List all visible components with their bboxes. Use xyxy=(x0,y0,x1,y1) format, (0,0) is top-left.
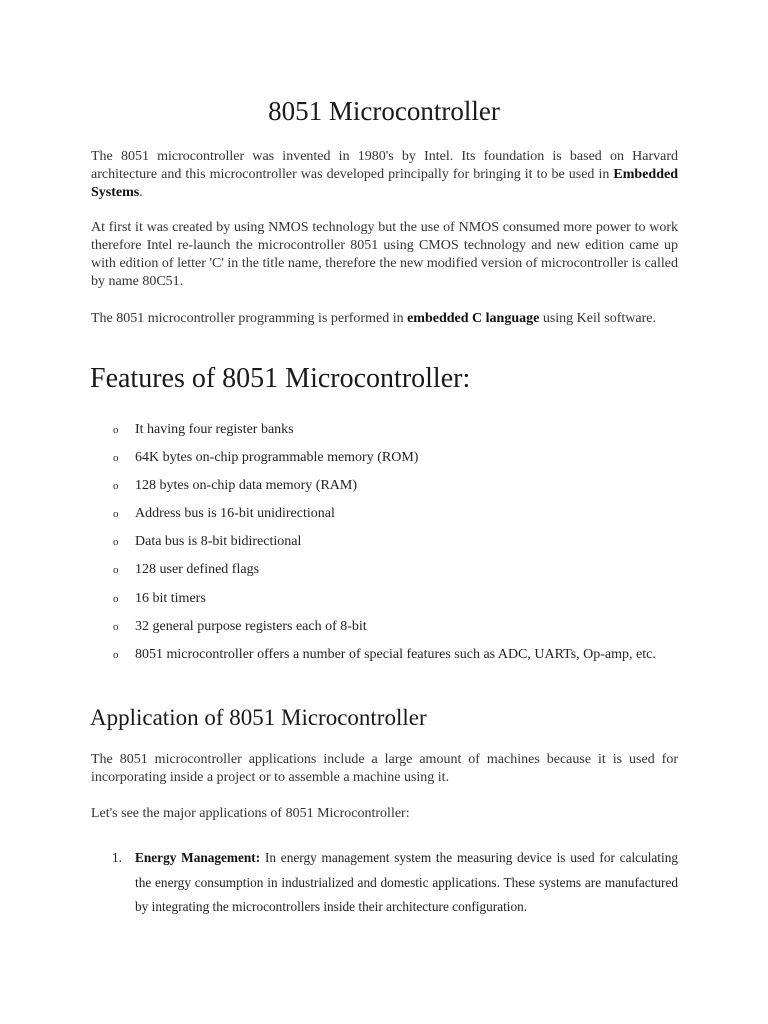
list-item xyxy=(113,474,679,499)
intro-p3-text: The 8051 microcontroller programming is performed in xyxy=(91,311,408,326)
intro-p3-end: using Keil software. xyxy=(539,311,656,326)
bullet-icon: o xyxy=(113,620,119,633)
list-item xyxy=(113,446,679,471)
feature-text: 32 general purpose registers each of 8-bit xyxy=(135,618,367,634)
feature-text: 128 user defined flags xyxy=(135,562,260,578)
intro-paragraph-1 xyxy=(91,148,678,202)
feature-text: Address bus is 16-bit unidirectional xyxy=(135,506,335,522)
applications-list xyxy=(112,846,678,920)
page-title: 8051 Microcontroller xyxy=(268,96,500,126)
list-item xyxy=(113,615,679,640)
intro-p1-bold: Embedded Systems xyxy=(91,167,678,200)
intro-p1-text: The 8051 microcontroller was invented in 1980's by Intel. Its foundation is based on Harvard architecture and this microcontroller was developed principally for bringing it to be used in xyxy=(91,149,678,182)
features-heading: Features of 8051 Microcontroller: xyxy=(90,363,471,394)
intro-paragraph-3 xyxy=(91,310,678,328)
applications-paragraph-2: Let's see the major applications of 8051 Microcontroller: xyxy=(91,806,410,821)
bullet-icon: o xyxy=(113,424,119,436)
list-item xyxy=(113,643,679,668)
bullet-icon: o xyxy=(113,592,119,605)
feature-text: 64K bytes on-chip programmable memory (ROM) xyxy=(135,450,419,466)
feature-text: 8051 microcontroller offers a number of special features such as ADC, UARTs, Op-amp, etc. xyxy=(135,646,656,662)
application-text: In energy management system the measuring device is used for calculating the energy consumption in industrialized and domestic applications. These systems are manufactured by integrating the microcontrollers inside their architecture configuration. xyxy=(135,850,678,914)
bullet-icon: o xyxy=(113,536,119,549)
list-item xyxy=(113,502,679,527)
features-list xyxy=(113,418,679,671)
list-item xyxy=(113,418,679,443)
feature-text: Data bus is 8-bit bidirectional xyxy=(135,534,302,550)
applications-paragraph-1: The 8051 microcontroller applications include a large amount of machines because it is used for incorporating inside a project or to assemble a machine using it. xyxy=(91,752,678,785)
intro-p1-end: . xyxy=(139,185,143,200)
list-item xyxy=(113,530,679,555)
list-number: 1. xyxy=(112,850,122,865)
list-item xyxy=(113,558,679,583)
list-item xyxy=(112,846,678,920)
intro-paragraph-2: At first it was created by using NMOS technology but the use of NMOS consumed more power to work therefore Intel re-launch the microcontroller 8051 using CMOS technology and new edition came up with edition of letter 'C' in the title name, therefore the new modified version of microcontroller is called by name 80C51. xyxy=(91,220,678,289)
feature-text: 128 bytes on-chip data memory (RAM) xyxy=(135,478,358,494)
intro-p3-bold: embedded C language xyxy=(407,311,540,326)
bullet-icon: o xyxy=(113,648,119,661)
application-term: Energy Management: xyxy=(135,850,261,865)
bullet-icon: o xyxy=(113,452,119,465)
bullet-icon: o xyxy=(113,508,119,521)
applications-heading: Application of 8051 Microcontroller xyxy=(90,705,427,730)
feature-text: 16 bit timers xyxy=(135,590,206,606)
bullet-icon: o xyxy=(113,480,119,493)
feature-text: It having four register banks xyxy=(135,422,294,437)
list-item xyxy=(113,587,679,612)
bullet-icon: o xyxy=(113,564,119,577)
